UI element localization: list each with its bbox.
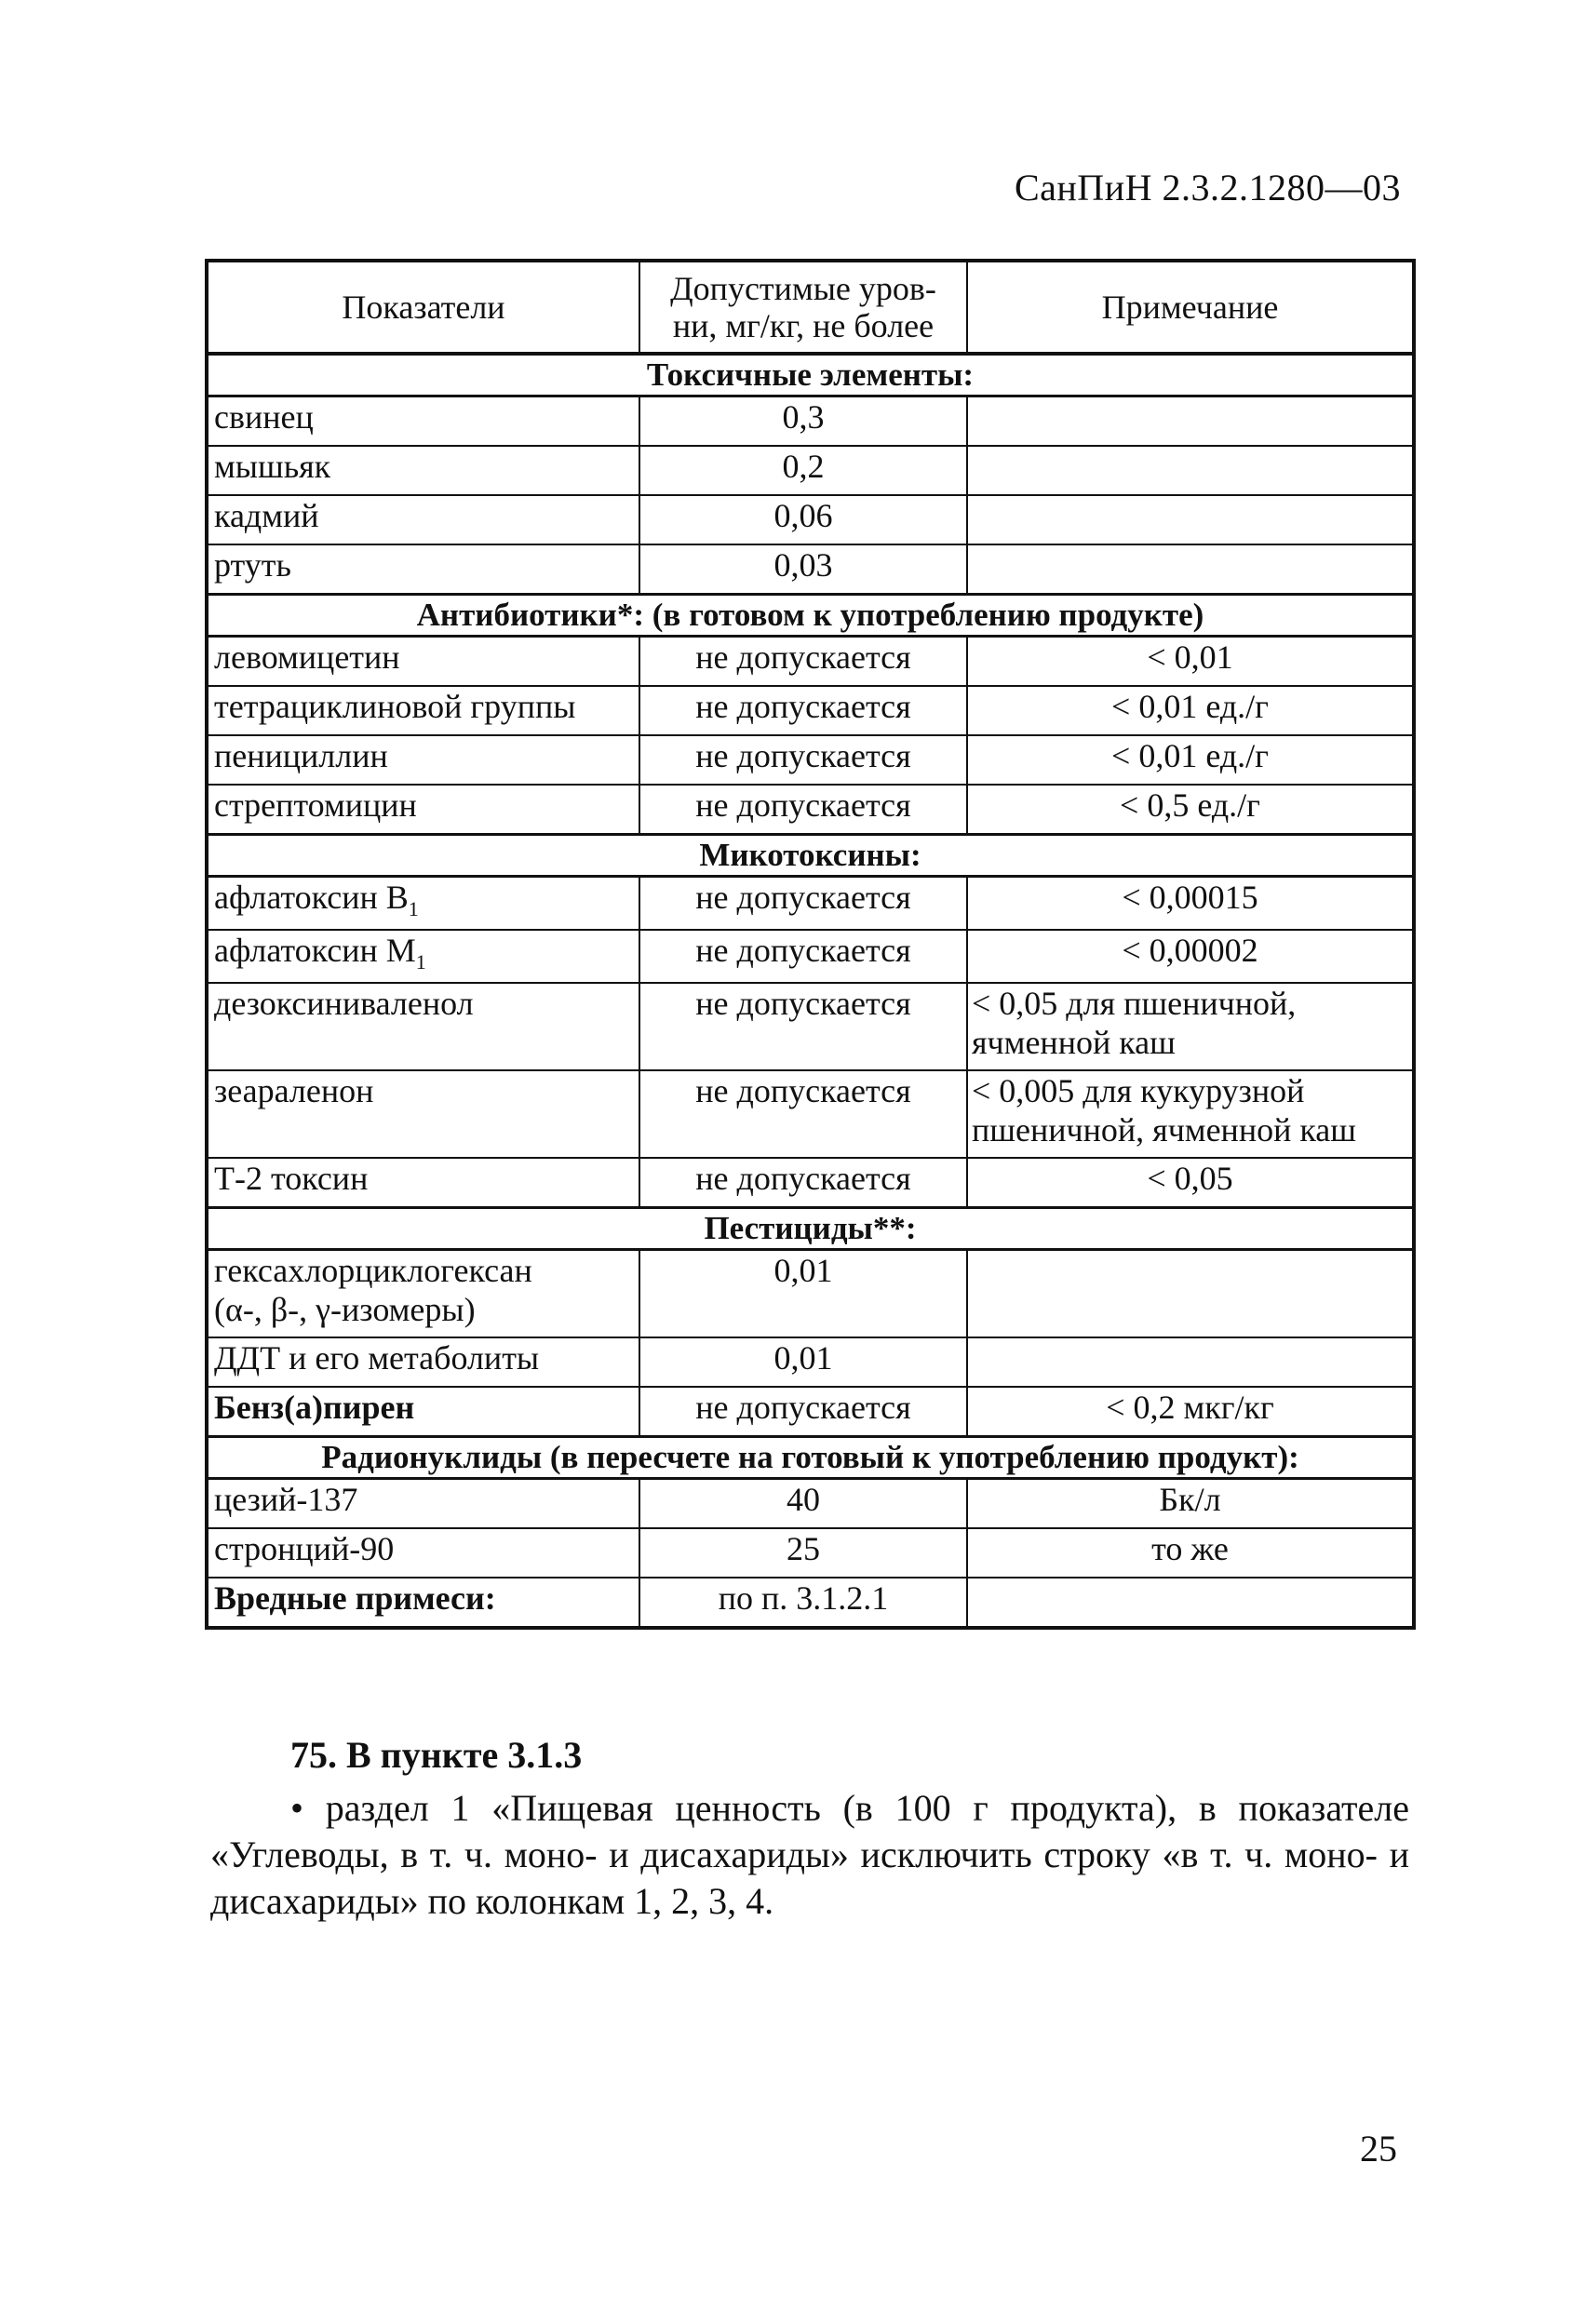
level-cell: не допускается (639, 983, 967, 1070)
indicator-line: гексахлорциклогексан (214, 1252, 532, 1290)
level-cell: не допускается (639, 686, 967, 735)
indicator-name: ДДТ и его метаболиты (214, 1339, 540, 1377)
indicator-name: стронций-90 (214, 1530, 395, 1568)
table-row (207, 1158, 1414, 1208)
indicator-name: Вредные примеси: (214, 1579, 496, 1618)
level-cell: не допускается (639, 930, 967, 983)
table-row (207, 930, 1414, 983)
level-cell: 25 (639, 1528, 967, 1578)
note-cell (967, 396, 1414, 447)
indicator-cell (207, 686, 639, 735)
section-row (207, 354, 1414, 396)
indicator-subscript: 1 (415, 950, 426, 974)
indicator-cell (207, 1337, 639, 1387)
indicator-cell (207, 930, 639, 983)
note-line: ячменной каш (972, 1024, 1176, 1062)
level-cell: 0,01 (639, 1337, 967, 1387)
note-cell: < 0,01 ед./г (967, 735, 1414, 785)
indicator-cell (207, 785, 639, 835)
level-cell: 0,2 (639, 446, 967, 495)
indicator-name: ртуть (214, 546, 291, 584)
table-row (207, 686, 1414, 735)
paragraph (210, 1785, 1409, 1925)
level-cell: 40 (639, 1479, 967, 1529)
indicator-cell (207, 495, 639, 544)
table-row (207, 637, 1414, 687)
limits-table (205, 259, 1416, 1630)
indicator-name: Бенз(а)пирен (214, 1389, 415, 1427)
note-cell: < 0,2 мкг/кг (967, 1387, 1414, 1437)
table-row (207, 1578, 1414, 1628)
note-cell: < 0,05 (967, 1158, 1414, 1208)
section-title: Радионуклиды (в пересчете на готовый к употреблению продукт): (207, 1437, 1414, 1479)
section-heading: 75. В пункте 3.1.3 (290, 1734, 583, 1776)
table-row (207, 877, 1414, 931)
indicator-name: стрептомицин (214, 786, 417, 824)
column-header-note: Примечание (967, 261, 1414, 354)
indicator-name: цезий-137 (214, 1481, 358, 1519)
paragraph-text: раздел 1 «Пищевая ценность (в 100 г продукта), в показателе «Углеводы, в т. ч. моно- и дисахариды» исключить строку «в т. ч. моно- и дисахариды» по колонкам 1, 2, 3, 4. (210, 1787, 1410, 1922)
note-cell (967, 983, 1414, 1070)
indicator-cell (207, 637, 639, 687)
section-row (207, 1208, 1414, 1250)
section-title: Токсичные элементы: (207, 354, 1414, 396)
indicator-name: афлатоксин B (214, 879, 409, 916)
level-cell: не допускается (639, 785, 967, 835)
indicator-cell (207, 544, 639, 595)
table-row (207, 735, 1414, 785)
table-header-row (207, 261, 1414, 354)
note-cell (967, 1578, 1414, 1628)
indicator-cell (207, 1250, 639, 1338)
indicator-cell (207, 1070, 639, 1158)
note-cell: < 0,00002 (967, 930, 1414, 983)
section-row (207, 595, 1414, 637)
indicator-line: (α-, β-, γ-изомеры) (214, 1291, 476, 1329)
level-cell: не допускается (639, 1158, 967, 1208)
indicator-name: пенициллин (214, 737, 388, 774)
level-cell: не допускается (639, 877, 967, 931)
note-cell (967, 1070, 1414, 1158)
level-cell: не допускается (639, 1070, 967, 1158)
table-row (207, 396, 1414, 447)
indicator-cell (207, 1528, 639, 1578)
note-line: пшеничной, ячменной каш (972, 1111, 1356, 1149)
table-row (207, 1337, 1414, 1387)
indicator-cell (207, 1578, 639, 1628)
table-row (207, 1479, 1414, 1529)
table-row (207, 1387, 1414, 1437)
indicator-name: афлатоксин M (214, 932, 416, 970)
note-cell: < 0,5 ед./г (967, 785, 1414, 835)
note-cell: < 0,01 (967, 637, 1414, 687)
indicator-cell (207, 1158, 639, 1208)
level-cell: не допускается (639, 735, 967, 785)
note-cell (967, 544, 1414, 595)
note-line: < 0,005 для кукурузной (972, 1072, 1305, 1110)
note-cell: < 0,01 ед./г (967, 686, 1414, 735)
note-cell (967, 1337, 1414, 1387)
indicator-cell (207, 1479, 639, 1529)
table-row (207, 544, 1414, 595)
note-line: < 0,05 для пшеничной, (972, 985, 1297, 1023)
section-title: Антибиотики*: (в готовом к употреблению продукте) (207, 595, 1414, 637)
section-row (207, 835, 1414, 877)
table-row (207, 1070, 1414, 1158)
column-header-levels: Допустимые уров- ни, мг/кг, не более (639, 261, 967, 354)
table-row (207, 785, 1414, 835)
bullet: • (290, 1787, 304, 1829)
level-cell: 0,06 (639, 495, 967, 544)
indicator-name: кадмий (214, 497, 319, 534)
indicator-name: свинец (214, 398, 314, 436)
level-cell: не допускается (639, 637, 967, 687)
level-cell: не допускается (639, 1387, 967, 1437)
level-cell: 0,03 (639, 544, 967, 595)
section-row (207, 1437, 1414, 1479)
indicator-subscript: 1 (408, 897, 419, 921)
section-title: Пестициды**: (207, 1208, 1414, 1250)
table-row (207, 495, 1414, 544)
table-row (207, 1528, 1414, 1578)
indicator-cell (207, 983, 639, 1070)
level-cell: 0,01 (639, 1250, 967, 1338)
note-cell: < 0,00015 (967, 877, 1414, 931)
table-row (207, 1250, 1414, 1338)
indicator-name: тетрациклиновой группы (214, 688, 576, 725)
indicator-name: Т-2 токсин (214, 1160, 369, 1198)
note-cell: то же (967, 1528, 1414, 1578)
table-row (207, 983, 1414, 1070)
document-code: СанПиН 2.3.2.1280—03 (1014, 167, 1401, 208)
indicator-name: левомицетин (214, 638, 400, 676)
indicator-cell (207, 877, 639, 931)
column-header-indicators: Показатели (207, 261, 639, 354)
indicator-cell (207, 1387, 639, 1437)
level-cell: 0,3 (639, 396, 967, 447)
page-number: 25 (1360, 2128, 1397, 2170)
indicator-cell (207, 446, 639, 495)
section-title: Микотоксины: (207, 835, 1414, 877)
table-row (207, 446, 1414, 495)
note-cell (967, 495, 1414, 544)
indicator-name: зеараленон (214, 1072, 374, 1110)
indicator-cell (207, 396, 639, 447)
note-cell: Бк/л (967, 1479, 1414, 1529)
indicator-name: мышьяк (214, 448, 331, 485)
indicator-cell (207, 735, 639, 785)
note-cell (967, 1250, 1414, 1338)
level-cell: по п. 3.1.2.1 (639, 1578, 967, 1628)
note-cell (967, 446, 1414, 495)
indicator-name: дезоксиниваленол (214, 985, 474, 1023)
